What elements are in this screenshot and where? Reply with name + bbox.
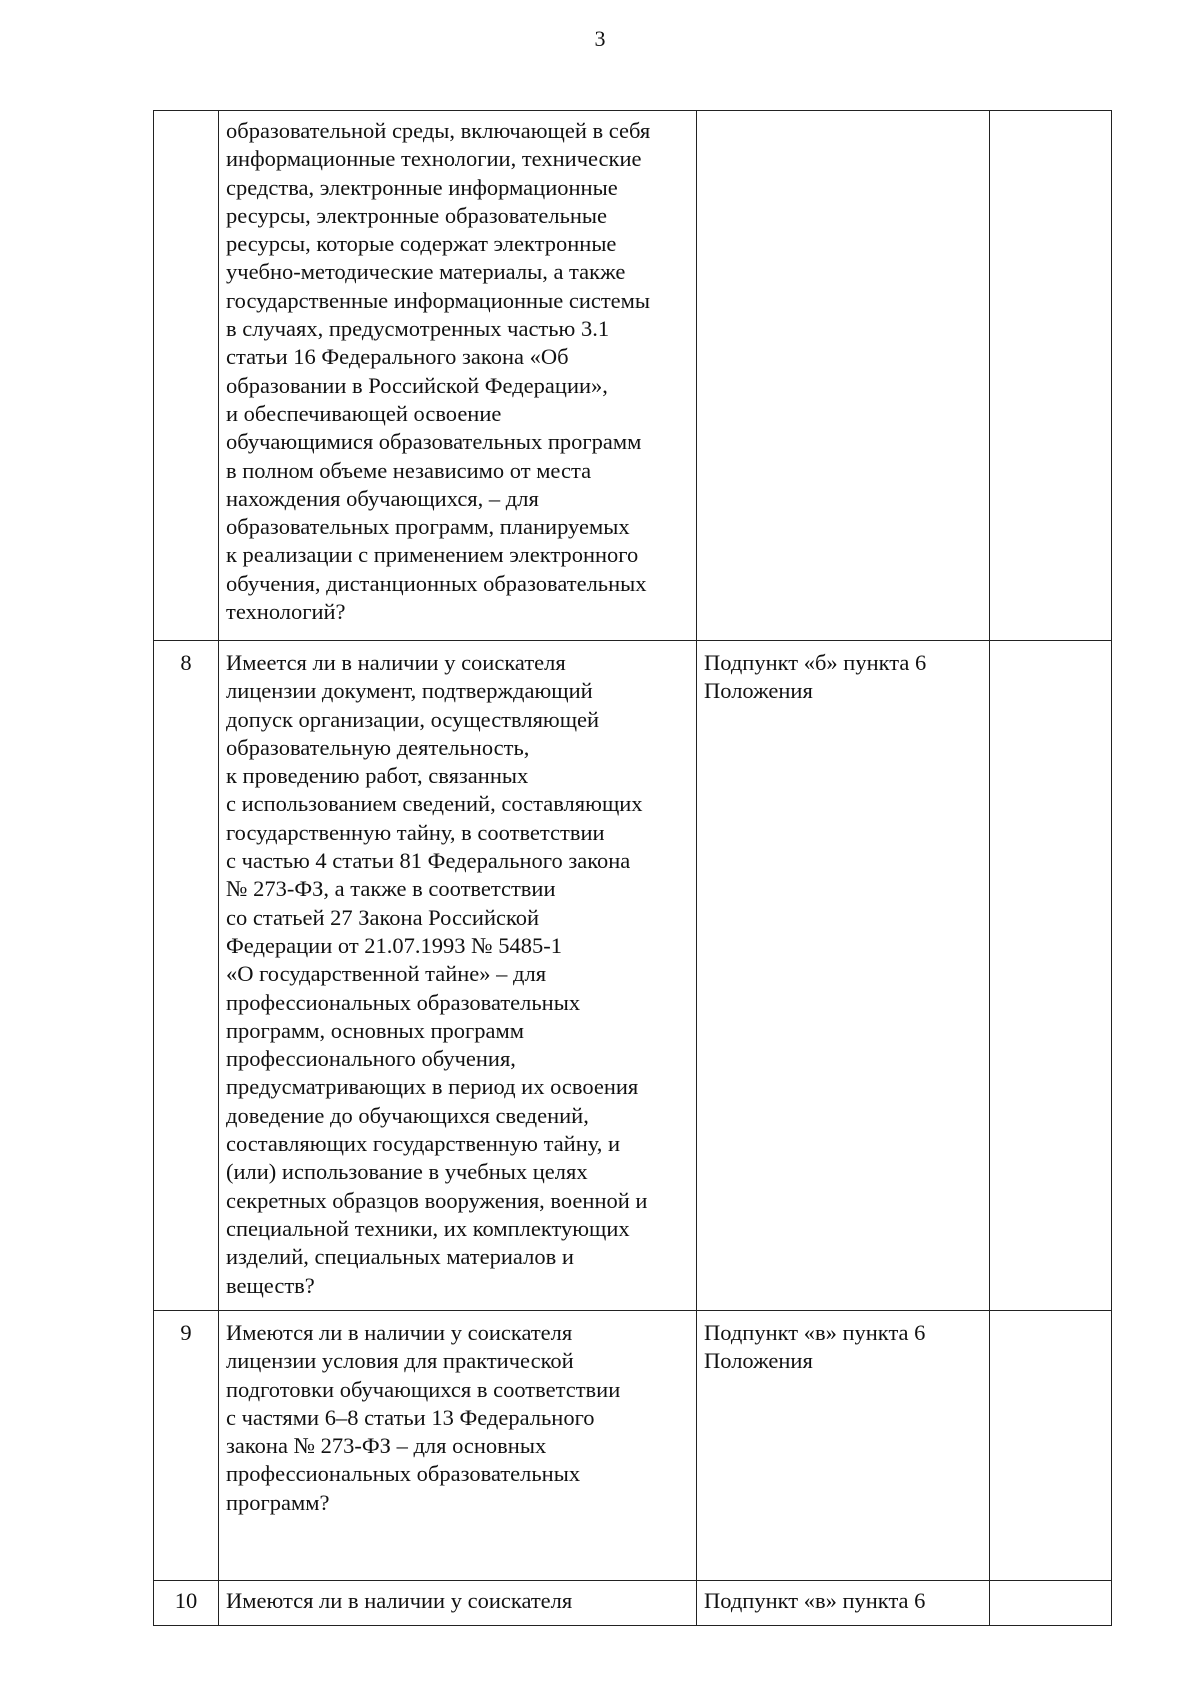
legal-basis-line: Подпункт «б» пункта 6: [704, 650, 927, 675]
question-line: технологий?: [226, 599, 346, 625]
question-line: образовательных программ, планируемых: [226, 514, 630, 540]
table-row: [154, 111, 1112, 641]
legal-basis-cell: [697, 111, 990, 641]
question-line: образовании в Российской Федерации»,: [226, 372, 608, 398]
question-line: лицензии условия для практической: [226, 1348, 574, 1374]
question-line: в случаях, предусмотренных частью 3.1: [226, 316, 610, 342]
question-line: программ, основных программ: [226, 1017, 524, 1043]
question-line: предусматривающих в период их освоения: [226, 1074, 639, 1100]
question-line: государственные информационные системы: [226, 287, 651, 313]
question-cell: [219, 641, 697, 1311]
question-line: Имеется ли в наличии у соискателя: [226, 650, 566, 675]
table-row: [154, 1581, 1112, 1626]
row-number: [154, 111, 219, 641]
question-line: специальной техники, их комплектующих: [226, 1215, 630, 1241]
question-line: веществ?: [226, 1272, 315, 1298]
question-line: профессиональных образовательных: [226, 1461, 581, 1487]
checklist-table: [153, 110, 1112, 1626]
question-line: обучающимися образовательных программ: [226, 429, 642, 455]
table-row: [154, 1311, 1112, 1581]
question-line: и обеспечивающей освоение: [226, 400, 502, 426]
question-line: учебно-методические материалы, а также: [226, 259, 626, 285]
question-line: доведение до обучающихся сведений,: [226, 1102, 589, 1128]
answer-cell: [990, 1311, 1112, 1581]
question-line: Имеются ли в наличии у соискателя: [226, 1320, 573, 1345]
question-line: со статьей 27 Закона Российской: [226, 904, 540, 930]
row-number: 8: [154, 641, 219, 1311]
question-line: нахождения обучающихся, – для: [226, 485, 539, 511]
question-cell: [219, 1311, 697, 1581]
question-line: обучения, дистанционных образовательных: [226, 570, 647, 596]
question-line: профессионального обучения,: [226, 1046, 516, 1072]
question-line: образовательную деятельность,: [226, 734, 530, 760]
row-number: 10: [154, 1581, 219, 1626]
question-line: с частью 4 статьи 81 Федерального закона: [226, 848, 631, 874]
answer-cell: [990, 1581, 1112, 1626]
question-line: «О государственной тайне» – для: [226, 961, 547, 987]
question-line: профессиональных образовательных: [226, 989, 581, 1015]
row-number: 9: [154, 1311, 219, 1581]
question-line: программ?: [226, 1489, 330, 1515]
question-cell: [219, 111, 697, 641]
legal-basis-cell: [697, 1581, 990, 1626]
question-line: составляющих государственную тайну, и: [226, 1131, 621, 1157]
question-line: допуск организации, осуществляющей: [226, 706, 600, 732]
question-line: с частями 6–8 статьи 13 Федерального: [226, 1404, 595, 1430]
question-line: ресурсы, которые содержат электронные: [226, 231, 617, 257]
legal-basis-cell: [697, 641, 990, 1311]
legal-basis-line: Подпункт «в» пункта 6: [704, 1588, 926, 1613]
legal-basis-cell: [697, 1311, 990, 1581]
legal-basis-line: Положения: [704, 1348, 813, 1374]
question-line: информационные технологии, технические: [226, 146, 642, 172]
answer-cell: [990, 641, 1112, 1311]
question-line: с использованием сведений, составляющих: [226, 791, 643, 817]
answer-cell: [990, 111, 1112, 641]
question-line: в полном объеме независимо от места: [226, 457, 592, 483]
question-line: подготовки обучающихся в соответствии: [226, 1376, 621, 1402]
legal-basis-line: Положения: [704, 678, 813, 704]
question-line: Федерации от 21.07.1993 № 5485-1: [226, 932, 563, 958]
question-line: к реализации с применением электронного: [226, 542, 639, 568]
question-line: закона № 273-ФЗ – для основных: [226, 1433, 547, 1459]
question-line: секретных образцов вооружения, военной и: [226, 1187, 648, 1213]
question-cell: [219, 1581, 697, 1626]
question-line: статьи 16 Федерального закона «Об: [226, 344, 569, 370]
question-line: ресурсы, электронные образовательные: [226, 202, 607, 228]
question-line: (или) использование в учебных целях: [226, 1159, 588, 1185]
question-line: Имеются ли в наличии у соискателя: [226, 1588, 573, 1613]
table-row: [154, 641, 1112, 1311]
question-line: государственную тайну, в соответствии: [226, 819, 605, 845]
question-line: № 273-ФЗ, а также в соответствии: [226, 876, 556, 902]
question-line: к проведению работ, связанных: [226, 763, 529, 789]
question-line: лицензии документ, подтверждающий: [226, 678, 593, 704]
legal-basis-line: Подпункт «в» пункта 6: [704, 1320, 926, 1345]
page-number: 3: [594, 26, 606, 51]
question-line: изделий, специальных материалов и: [226, 1244, 574, 1270]
question-line: средства, электронные информационные: [226, 174, 618, 200]
question-line: образовательной среды, включающей в себя: [226, 118, 651, 143]
